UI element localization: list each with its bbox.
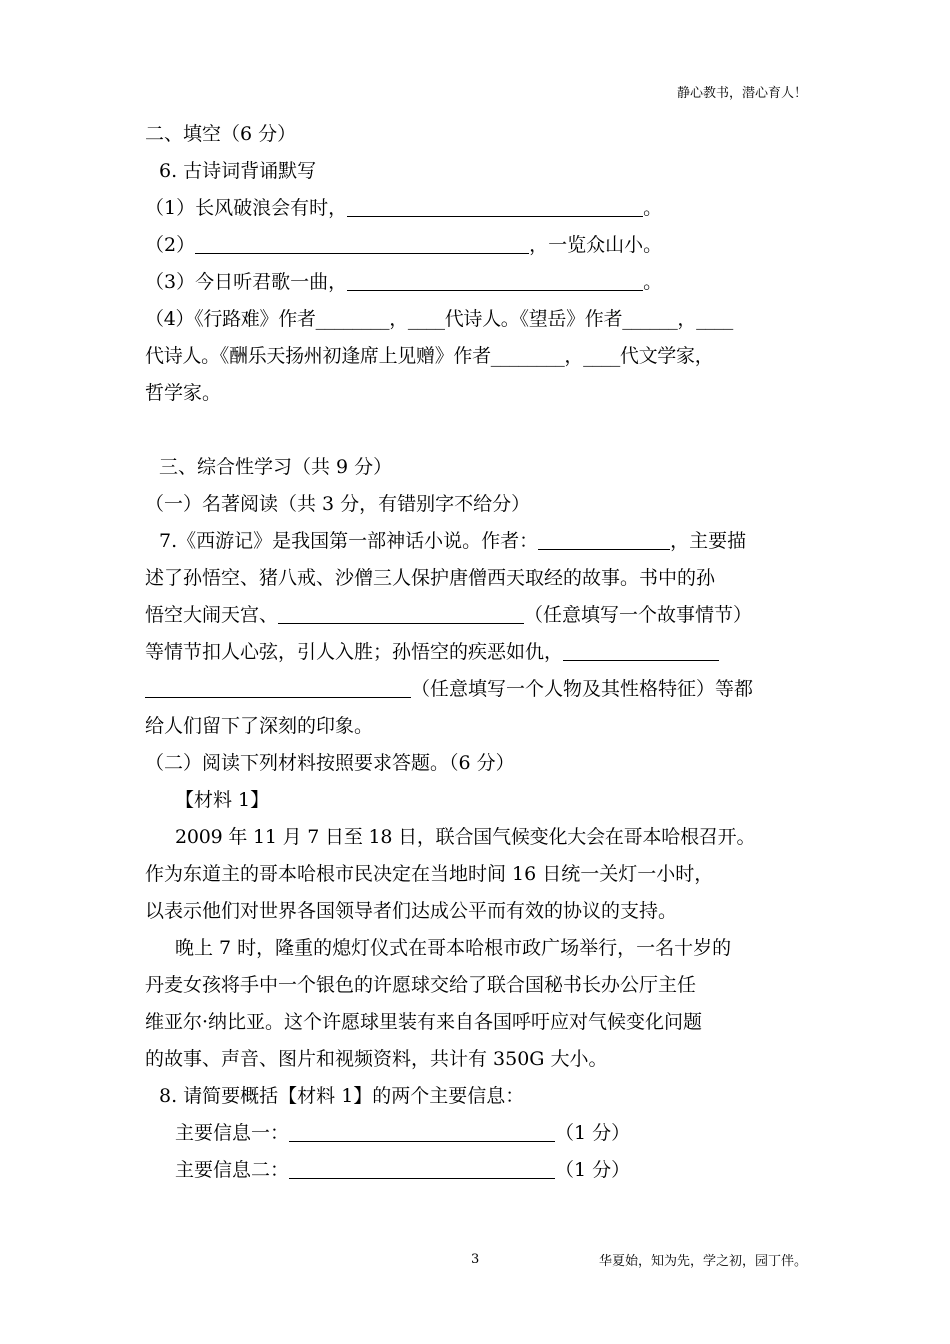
- para2-line2: 丹麦女孩将手中一个银色的许愿球交给了联合国秘书长办公厅主任: [145, 974, 697, 996]
- q8-info1-label: 主要信息一：: [175, 1122, 290, 1144]
- page-number: 3: [471, 1252, 480, 1267]
- q7-line3: [145, 597, 810, 634]
- header-motto: 静心教书，潜心育人！: [676, 86, 807, 101]
- q7-line3-suffix: （任意填写一个故事情节）: [524, 604, 753, 626]
- q6-item3-suffix: 。: [643, 271, 663, 293]
- footer-motto: 华夏始，知为先，学之初，园丁伴。: [598, 1254, 807, 1269]
- q7-plot-blank[interactable]: [278, 599, 524, 624]
- q7-line5-suffix: （任意填写一个人物及其性格特征）等都: [411, 678, 754, 700]
- q6-item4-line1: （4）《行路难》作者________，____代诗人。《望岳》作者______，____: [145, 308, 733, 330]
- q6-item1: [145, 190, 810, 227]
- para1-line2: 作为东道主的哥本哈根市民决定在当地时间 16 日统一关灯一小时，: [145, 863, 714, 885]
- para2-line3: 维亚尔·纳比亚。这个许愿球里装有来自各国呼吁应对气候变化问题: [145, 1011, 703, 1033]
- q7-line1-prefix: 7.《西游记》是我国第一部神话小说。作者：: [159, 530, 539, 552]
- q8-info1: [145, 1115, 810, 1152]
- q6-item2-blank[interactable]: [195, 229, 529, 254]
- q8-title: 8. 请简要概括【材料 1】的两个主要信息：: [159, 1085, 525, 1107]
- q6-title: 6. 古诗词背诵默写: [159, 160, 317, 182]
- q6-item2: [145, 227, 810, 264]
- q6-item2-prefix: （2）: [145, 234, 196, 256]
- q8-info1-points: （1 分）: [555, 1122, 631, 1144]
- section2-title: 二、填空（6 分）: [145, 123, 297, 145]
- para1-line3: 以表示他们对世界各国领导者们达成公平而有效的协议的支持。: [145, 900, 678, 922]
- q7-line1: [145, 523, 810, 560]
- q7-line6: 给人们留下了深刻的印象。: [145, 715, 374, 737]
- q8-info1-blank[interactable]: [289, 1117, 555, 1142]
- q7-line2: 述了孙悟空、猪八戒、沙僧三人保护唐僧西天取经的故事。书中的孙: [145, 567, 716, 589]
- material1-label: 【材料 1】: [175, 789, 270, 811]
- para1-line1: 2009 年 11 月 7 日至 18 日，联合国气候变化大会在哥本哈根召开。: [175, 826, 756, 848]
- q6-item1-suffix: 。: [643, 197, 663, 219]
- q6-item1-prefix: （1）长风破浪会有时，: [145, 197, 348, 219]
- page-content: [145, 116, 810, 1189]
- q8-info2-label: 主要信息二：: [175, 1159, 290, 1181]
- q7-line5: [145, 671, 810, 708]
- q7-line4-prefix: 等情节扣人心弦，引人入胜；孙悟空的疾恶如仇，: [145, 641, 564, 663]
- section3-title: 三、综合性学习（共 9 分）: [159, 456, 393, 478]
- q6-item3-prefix: （3）今日听君歌一曲，: [145, 271, 348, 293]
- q6-item3: [145, 264, 810, 301]
- part2-title: （二）阅读下列材料按照要求答题。（6 分）: [145, 752, 515, 774]
- q8-info2: [145, 1152, 810, 1189]
- q8-info2-points: （1 分）: [555, 1159, 631, 1181]
- q6-item3-blank[interactable]: [347, 266, 643, 291]
- q7-character-blank-a[interactable]: [563, 636, 719, 661]
- q7-character-blank-b[interactable]: [145, 673, 411, 698]
- para2-line1: 晚上 7 时，隆重的熄灯仪式在哥本哈根市政广场举行，一名十岁的: [175, 937, 732, 959]
- part1-title: （一）名著阅读（共 3 分，有错别字不给分）: [145, 493, 531, 515]
- q7-line4: [145, 634, 810, 671]
- q7-author-blank[interactable]: [538, 525, 670, 550]
- q6-item4-line3: 哲学家。: [145, 382, 222, 404]
- para2-line4: 的故事、声音、图片和视频资料，共计有 350G 大小。: [145, 1048, 608, 1070]
- q7-line3-prefix: 悟空大闹天宫、: [145, 604, 279, 626]
- q6-item2-suffix: ，一览众山小。: [529, 234, 663, 256]
- q7-line1-suffix: ，主要描: [670, 530, 747, 552]
- q6-item1-blank[interactable]: [347, 192, 643, 217]
- q8-info2-blank[interactable]: [289, 1154, 555, 1179]
- q6-item4-line2: 代诗人。《酬乐天扬州初逢席上见赠》作者________，____代文学家，: [145, 345, 714, 367]
